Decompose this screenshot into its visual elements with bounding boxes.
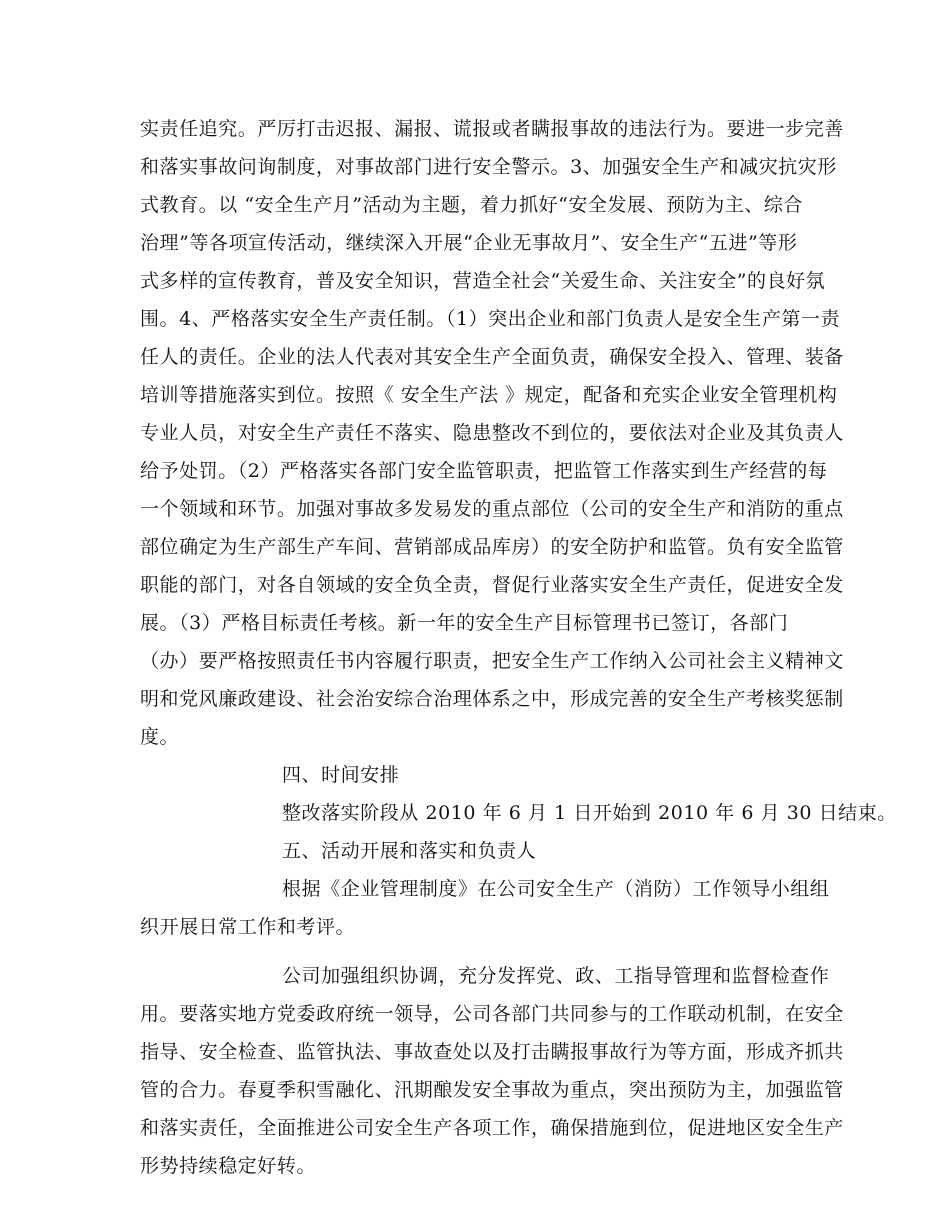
body-text-line: 展。（3）严格目标责任考核。新一年的安全生产目标管理书已签订，各部门 [140,612,789,634]
body-text-line: 任人的责任。企业的法人代表对其安全生产全面负责，确保安全投入、管理、装备 [140,346,844,368]
body-text-line: （办）要严格按照责任书内容履行职责，把安全生产工作纳入公司社会主义精神文 [140,650,844,672]
body-text-line: 用。要落实地方党委政府统一领导，公司各部门共同参与的工作联动机制，在安全 [140,1003,844,1025]
body-text-line: 明和党风廉政建设、社会治安综合治理体系之中，形成完善的安全生产考核奖惩制 [140,688,844,710]
section-heading: 四、时间安排 [282,764,400,786]
body-text-line: 织开展日常工作和考评。 [140,916,356,938]
body-text-line: 部位确定为生产部生产车间、营销部成品库房）的安全防护和监管。负有安全监管 [140,536,844,558]
body-text-line: 管的合力。春夏季积雪融化、汛期酿发安全事故为重点，突出预防为主，加强监管 [140,1079,844,1101]
body-text-line: 指导、安全检查、监管执法、事故查处以及打击瞒报事故行为等方面，形成齐抓共 [140,1041,844,1063]
body-text-line: 整改落实阶段从 2010 年 6 月 1 日开始到 2010 年 6 月 30 日结束。 [282,802,897,824]
body-text-line: 度。 [140,726,180,748]
body-text-line: 式多样的宣传教育，普及安全知识，营造全社会“关爱生命、关注安全”的良好氛 [140,270,826,292]
body-text-line: 根据《企业管理制度》在公司安全生产（消防）工作领导小组组 [282,878,830,900]
body-text-line: 给予处罚。（2）严格落实各部门安全监管职责，把监管工作落实到生产经营的每 [140,460,828,482]
body-text-line: 实责任追究。严厉打击迟报、漏报、谎报或者瞒报事故的违法行为。要进一步完善 [140,118,844,140]
body-text-line: 培训等措施落实到位。按照《 安全生产法 》规定，配备和充实企业安全管理机构 [140,384,838,406]
body-text-line: 形势持续稳定好转。 [140,1155,316,1177]
body-text-line: 围。4、严格落实安全生产责任制。（1）突出企业和部门负责人是安全生产第一责 [140,308,841,330]
body-text-line: 公司加强组织协调，充分发挥党、政、工指导管理和监督检查作 [282,965,830,987]
body-text-line: 治理”等各项宣传活动，继续深入开展“企业无事故月”、安全生产“五进”等形 [140,232,798,254]
body-text-line: 专业人员，对安全生产责任不落实、隐患整改不到位的，要依法对企业及其负责人 [140,422,844,444]
body-text-line: 式教育。以 “安全生产月”活动为主题，着力抓好“安全发展、预防为主、综合 [140,194,803,216]
body-text-line: 和落实事故问询制度，对事故部门进行安全警示。3、加强安全生产和减灾抗灾形 [140,156,837,178]
section-heading: 五、活动开展和落实和负责人 [282,840,537,862]
body-text-line: 和落实责任，全面推进公司安全生产各项工作，确保措施到位，促进地区安全生产 [140,1117,844,1139]
body-text-line: 一个领域和环节。加强对事故多发易发的重点部位（公司的安全生产和消防的重点 [140,498,844,520]
body-text-line: 职能的部门，对各自领域的安全负全责，督促行业落实安全生产责任，促进安全发 [140,574,844,596]
